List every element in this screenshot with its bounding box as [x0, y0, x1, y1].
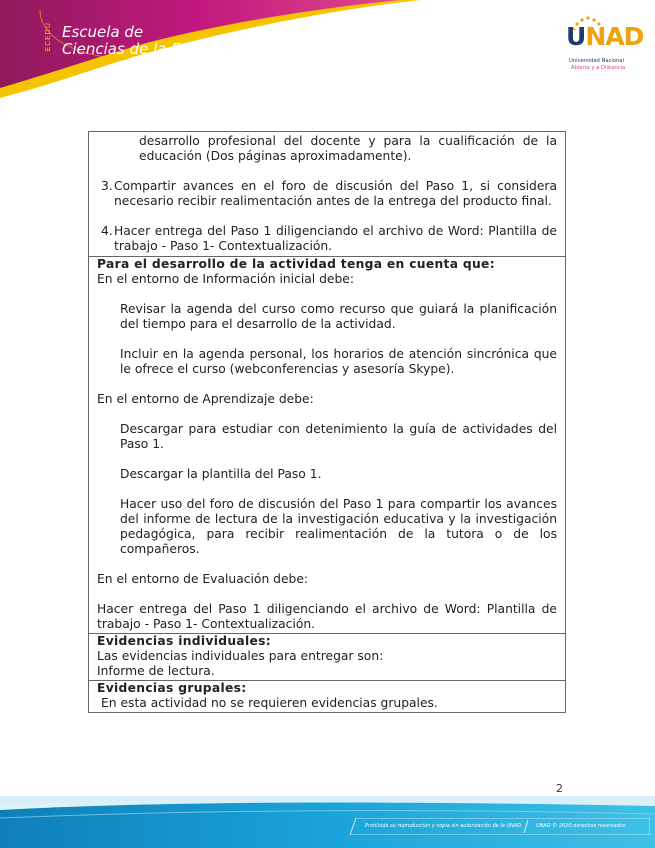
aprendizaje-item-2: Descargar la plantilla del Paso 1.	[120, 467, 322, 481]
inicial-intro: En el entorno de Información inicial debe:	[97, 272, 354, 286]
step-2-continuation: desarrollo profesional del docente y para la cualificación de la educación (Dos páginas aproximadamente).	[139, 134, 557, 163]
unad-subtitle-2: Abierta y a Distancia	[571, 65, 626, 71]
aprendizaje-item-3: Hacer uso del foro de discusión del Paso 1 para compartir los avances del informe de lectura de la investigación educativa y la investigación pedagógica, para recibir realimentación de la tutora o de los compañeros.	[120, 497, 557, 556]
activity-table	[88, 131, 566, 713]
step-number: 4.	[101, 224, 113, 238]
unad-logo	[560, 14, 644, 74]
evaluacion-intro: En el entorno de Evaluación debe:	[97, 572, 309, 586]
individual-evidence-line2: Informe de lectura.	[97, 664, 215, 678]
individual-evidence-line1: Las evidencias individuales para entregar son:	[97, 649, 384, 663]
school-name-line1: Escuela de	[62, 23, 144, 41]
footer-copyright: UNAD © 2020 derechos reservados	[536, 823, 626, 829]
inicial-item-1: Revisar la agenda del curso como recurso que guiará la planificación del tiempo para el desarrollo de la actividad.	[120, 302, 557, 331]
header-banner	[0, 0, 655, 100]
step-number: 3.	[101, 179, 113, 193]
step-item-4	[89, 224, 565, 254]
table-row-guidelines	[89, 257, 565, 634]
group-evidence-heading: Evidencias grupales:	[97, 681, 247, 695]
unad-subtitle-1: Universidad Nacional	[569, 58, 624, 64]
step-text: Hacer entrega del Paso 1 diligenciando el archivo de Word: Plantilla de trabajo - Paso 1- Contextualización.	[114, 224, 557, 253]
table-row-steps	[89, 132, 565, 257]
inicial-item-2: Incluir en la agenda personal, los horarios de atención sincrónica que le ofrece el curso (webconferencias y asesoría Skype).	[120, 347, 557, 376]
evaluacion-item-1: Hacer entrega del Paso 1 diligenciando el archivo de Word: Plantilla de trabajo - Paso 1- Contextualización.	[97, 602, 557, 631]
group-evidence-line1: En esta actividad no se requieren evidencias grupales.	[101, 696, 438, 710]
school-name	[62, 24, 248, 58]
aprendizaje-intro: En el entorno de Aprendizaje debe:	[97, 392, 314, 406]
step-item-3	[89, 179, 565, 209]
page-number: 2	[556, 782, 563, 795]
footer-notice: Prohibida su reproducción y copia sin autorización de la UNAD.	[365, 823, 523, 829]
table-row-individual-evidence	[89, 634, 565, 681]
individual-evidence-heading: Evidencias individuales:	[97, 634, 271, 648]
table-row-group-evidence	[89, 681, 565, 712]
step-text: Compartir avances en el foro de discusión del Paso 1, si considera necesario recibir realimentación antes de la entrega del producto final.	[114, 179, 557, 208]
school-name-line2: Ciencias de la Educación	[62, 40, 249, 58]
unad-wordmark: UNAD	[566, 22, 644, 51]
aprendizaje-item-1: Descargar para estudiar con detenimiento la guía de actividades del Paso 1.	[120, 422, 557, 451]
guidelines-heading: Para el desarrollo de la actividad tenga en cuenta que:	[97, 257, 495, 271]
school-side-label: ECEDU	[44, 22, 52, 52]
